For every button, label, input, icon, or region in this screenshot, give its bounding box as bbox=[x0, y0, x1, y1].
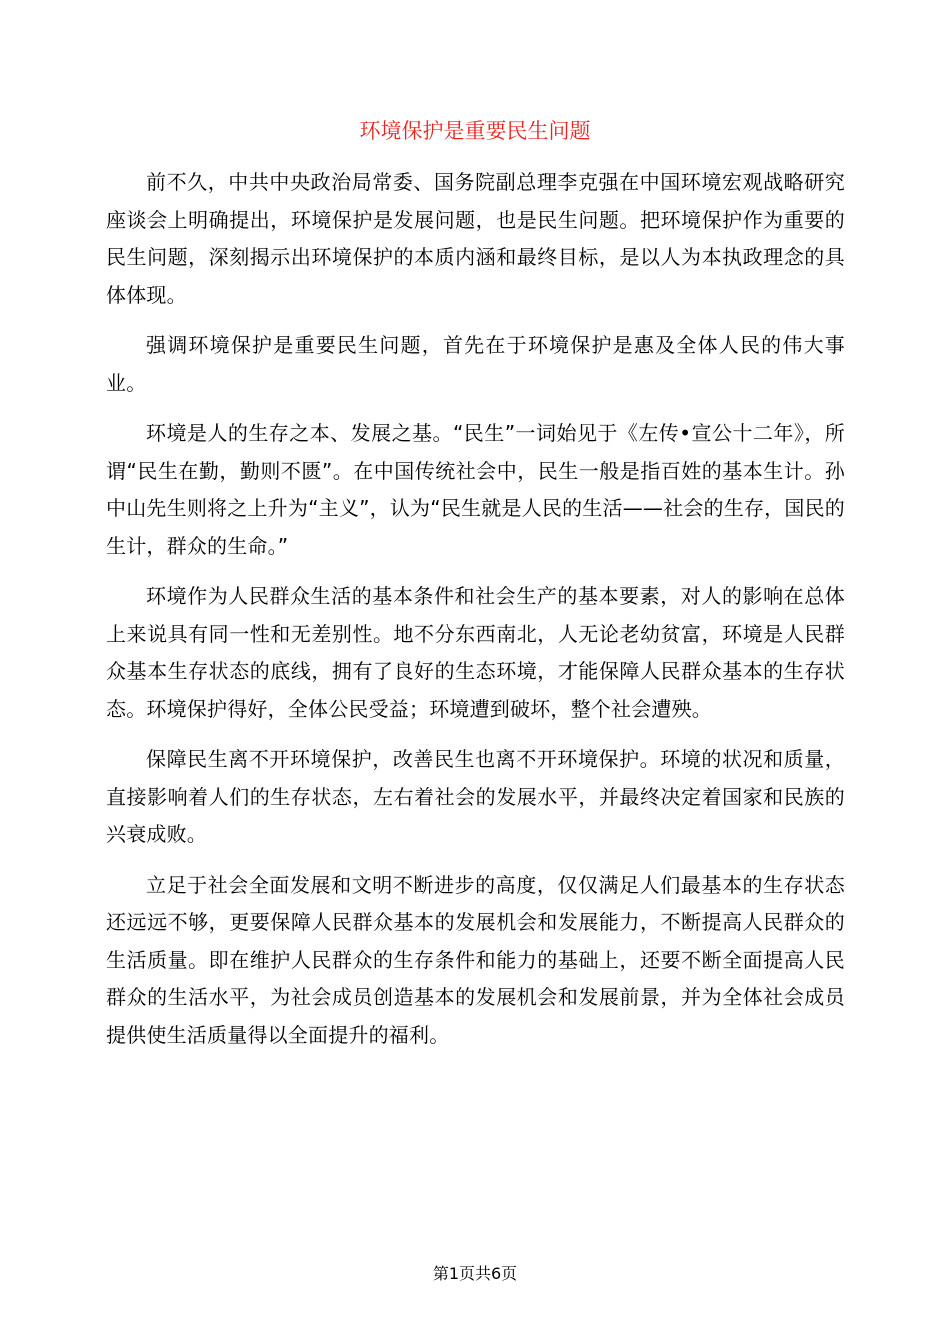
page-number-footer: 第1页共6页 bbox=[432, 1264, 518, 1283]
document-body bbox=[106, 164, 845, 1067]
paragraph-2: 强调环境保护是重要民生问题，首先在于环境保护是惠及全体人民的伟大事业。 bbox=[106, 333, 845, 395]
document-title: 环境保护是重要民生问题 bbox=[359, 119, 591, 143]
paragraph-4: 环境作为人民群众生活的基本条件和社会生产的基本要素，对人的影响在总体上来说具有同一性和无差别性。地不分东西南北，人无论老幼贫富，环境是人民群众基本生存状态的底线，拥有了良好的生态环境，才能保障人民群众基本的生存状态。环境保护得好，全体公民受益；环境遭到破坏，整个社会遭殃。 bbox=[106, 584, 845, 721]
paragraph-1: 前不久，中共中央政治局常委、国务院副总理李克强在中国环境宏观战略研究座谈会上明确提出，环境保护是发展问题，也是民生问题。把环境保护作为重要的民生问题，深刻揭示出环境保护的本质内涵和最终目标，是以人为本执政理念的具体体现。 bbox=[106, 170, 845, 307]
paragraph-3: 环境是人的生存之本、发展之基。“民生”一词始见于《左传•宣公十二年》，所谓“民生在勤，勤则不匮”。在中国传统社会中，民生一般是指百姓的基本生计。孙中山先生则将之上升为“主义”，认为“民生就是人民的生活——社会的生存，国民的生计，群众的生命。” bbox=[106, 421, 845, 558]
paragraph-5: 保障民生离不开环境保护，改善民生也离不开环境保护。环境的状况和质量，直接影响着人们的生存状态，左右着社会的发展水平，并最终决定着国家和民族的兴衰成败。 bbox=[106, 747, 845, 846]
paragraph-6: 立足于社会全面发展和文明不断进步的高度，仅仅满足人们最基本的生存状态还远远不够，更要保障人民群众基本的发展机会和发展能力，不断提高人民群众的生活质量。即在维护人民群众的生存条件和能力的基础上，还要不断全面提高人民群众的生活水平，为社会成员创造基本的发展机会和发展前景，并为全体社会成员提供使生活质量得以全面提升的福利。 bbox=[106, 872, 845, 1047]
